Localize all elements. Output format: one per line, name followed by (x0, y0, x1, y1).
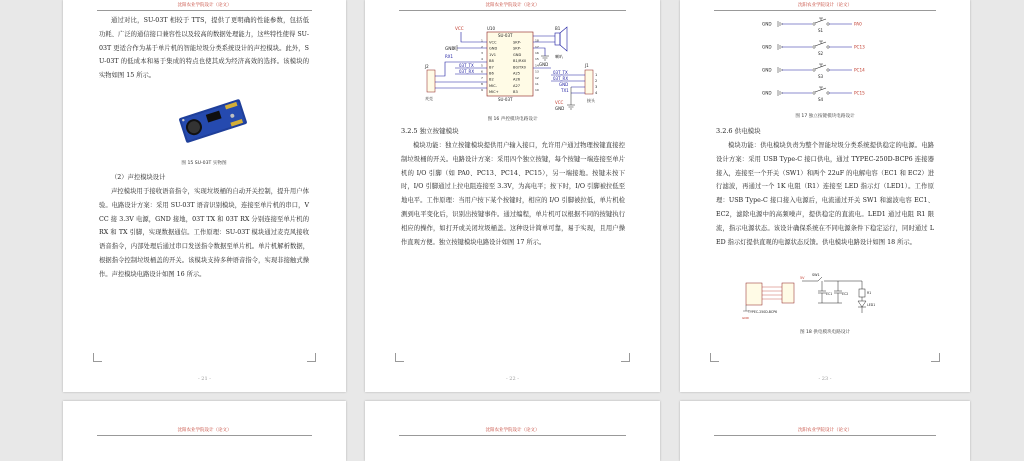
chip-footer-label: SU-03T (498, 97, 513, 102)
corner-mark-bl (710, 353, 719, 362)
switch-contact (813, 46, 815, 48)
chip-right-pin-label: A25 (513, 71, 521, 76)
section-heading-3-2-5: 3.2.5 独立按键模块 (401, 127, 459, 135)
paragraph-voice-module: 声控模块用于接收语音指令，实现垃圾桶的自动开关控制，提升用户体验。电路设计方案：采用 SU-03T 语音识别模块，连接至单片机的串口，VCC 接 3.3V 电源，GND 接地，03T TX 和 03T RX 分别连接至单片机的 RX 和 TX 引脚，实现数据通信。工作原理：SU-03T 模块通过麦克风接收语音指令，内部处理后通过串口发送指令数据至单片机。单片机解析数据，根据指令控制垃圾桶盖的开关。该模块支持多种语音指令，实现非接触式操作。声控模块电路设计如图 16 所示。 (99, 188, 309, 278)
chip-right-pin-number: 18 (535, 38, 539, 43)
corner-mark-bl (93, 353, 102, 362)
document-page-23 (680, 0, 970, 392)
chip-left-pin-label: MIC- (489, 83, 497, 88)
ec1-label: EC1 (826, 292, 833, 296)
net-03t-tx-right: 03T_TX (553, 70, 568, 75)
chip-right-pin-label: B3 (513, 90, 518, 95)
chip-right-pin-number: 17 (535, 44, 539, 49)
chip-left-pin-number: 5 (481, 63, 483, 68)
chip-right-pin-label: A27 (513, 83, 521, 88)
figure-16-caption: 图 16 声控模块电路设计 (487, 117, 538, 122)
sw1-label: SW1 (812, 273, 820, 277)
chip-left-pin-number: 1 (481, 38, 483, 43)
gnd-label-power: GND (742, 316, 749, 320)
vcc-bottom-label: VCC (555, 100, 564, 105)
switch-contact (827, 23, 829, 25)
chip-right-pin-label: B0/TX0 (513, 65, 526, 70)
gnd-right-label: GND (539, 62, 549, 67)
vcc-net-label: VCC (455, 26, 464, 31)
power-module-schematic (742, 273, 902, 321)
chip-right-pin-label: A26 (513, 77, 521, 82)
chip-left-pin-number: 8 (481, 82, 483, 86)
chip-left-pin-number: 6 (481, 69, 483, 74)
r1-label: R1 (867, 291, 872, 295)
ground-symbol-icon (778, 44, 782, 50)
corner-mark-br (621, 353, 630, 362)
voice-module-schematic (405, 20, 620, 112)
button-net-label: PC15 (854, 90, 865, 96)
button-gnd-label: GND (762, 67, 772, 73)
page-number: - 21 - (198, 376, 211, 382)
paragraph-intro: 通过对比，SU-03T 相较于 TTS，提供了更明确的性能参数，包括低功耗、广泛的通信接口兼容性以及较高的数据处理能力，这些特性使得 SU-03T 更适合作为基于单片机的智能垃圾分类系统设计的声控模块。此外，SU-03T 的低成本和易于集成的特点也使其成为经济高效的选择。该模块的实物如图 15 所示。 (99, 17, 309, 80)
header-ref: J1 (585, 63, 589, 68)
header-divider (714, 435, 936, 436)
mic-connector-name: 麦克 (425, 96, 433, 101)
chip-model-label: SU-03T (498, 33, 513, 38)
chip-left-pin-number: 9 (481, 88, 483, 93)
chip-ref-label: U10 (487, 26, 496, 31)
corner-mark-br (307, 353, 316, 362)
document-page-22 (365, 0, 660, 392)
subsection-heading: （2）声控模块设计 (111, 174, 166, 181)
chip-right-pin-number: 11 (535, 82, 539, 86)
chip-left-pin-number: 2 (481, 44, 483, 49)
led1-label: LED1 (867, 303, 876, 307)
switch-ref-label: S3 (818, 74, 824, 79)
chip-left-pin-label: B6 (489, 71, 494, 76)
switch-lever (815, 42, 826, 46)
chip-right-pin-number: 14 (535, 63, 539, 68)
header-pin-number: 4 (595, 91, 598, 95)
switch-contact (813, 23, 815, 25)
ground-symbol-icon (778, 90, 782, 96)
chip-right-pin-number: 16 (535, 51, 539, 55)
header-name: 接头 (587, 98, 595, 103)
page-header: 沈阳农业学院设计（论文） (798, 3, 852, 8)
page-header: 沈阳农业学院设计（论文） (177, 428, 232, 433)
figure-17-caption: 图 17 独立按键模块电路设计 (795, 114, 855, 119)
net-rx1-left: RX1 (445, 54, 454, 59)
chip-left-pin-label: B2 (489, 77, 494, 82)
chip-left-pin-number: 3 (481, 51, 483, 55)
header-divider (399, 10, 626, 11)
chip-right-pin-label: B1/RX0 (513, 59, 527, 64)
section-heading-3-2-6: 3.2.6 供电模块 (716, 127, 761, 135)
switch-ref-label: S4 (818, 97, 824, 102)
ec2-label: EC2 (842, 292, 849, 296)
page-number: - 23 - (818, 376, 832, 382)
switch-lever (815, 19, 826, 23)
chip-left-pin-number: 4 (481, 57, 483, 62)
corner-mark-bl (395, 353, 404, 362)
document-page-21 (63, 0, 346, 392)
switch-contact (827, 46, 829, 48)
switch-ref-label: S2 (818, 51, 824, 56)
chip-right-pin-number: 15 (535, 57, 539, 62)
header-pin-number: 3 (595, 85, 598, 89)
chip-right-pin-label: SKP- (513, 46, 522, 51)
header-divider (97, 435, 312, 436)
document-page-26 (680, 401, 970, 461)
paragraph-button-module: 模块功能：独立按键模块提供用户输入接口，允许用户通过物理按键直接控制垃圾桶的开关。电路设计方案：采用四个独立按键，每个按键一端连接至单片机的 I/O 引脚（如 PA0、PC13、PC14、PC15），另一端接地。按键未按下时，I/O 引脚通过上拉电阻连接至 3.3V，为高电平；按下时，I/O 引脚被拉低至地电平。工作原理：当用户按下某个按键时，相应的 I/O 引脚被拉低，单片机检测到电平变化后，识别出按键事件。通过编程，单片机可以根据不同的按键执行相应的操作，如打开或关闭垃圾桶盖。这种设计简单可靠，易于实现，且用户操作直观方便。独立按键模块电路设计如图 17 所示。 (401, 142, 625, 246)
header-pin-number: 2 (595, 79, 598, 83)
chip-right-pin-number: 12 (535, 75, 539, 80)
usb-connector-label: TYPEC-250D-BCP6 (748, 310, 778, 314)
switch-ref-label: S1 (818, 28, 824, 33)
page-header: 沈阳农业学院设计（论文） (485, 428, 540, 433)
button-net-label: PC14 (854, 67, 865, 73)
switch-contact (827, 92, 829, 94)
corner-mark-br (931, 353, 940, 362)
button-module-schematic (762, 14, 892, 110)
chip-left-pin-label: MIC+ (489, 90, 499, 95)
chip-left-pin-label: 1V1 (489, 52, 497, 57)
net-tx1-right: TX1 (561, 88, 569, 93)
figure-18-caption: 图 18 供电模块电路设计 (799, 330, 851, 335)
net-gnd-right2: GND (559, 82, 569, 87)
net-03t-tx: 03T_TX (459, 63, 474, 68)
switch-contact (813, 92, 815, 94)
header-pin-number: 1 (595, 73, 598, 77)
page-header: 沈阳农业学院设计（论文） (485, 3, 540, 8)
document-page-24 (63, 401, 346, 461)
paragraph-power-module: 模块功能：供电模块负责为整个智能垃圾分类系统提供稳定的电源。电路设计方案：采用 USB Type-C 接口供电，通过 TYPEC-250D-BCP6 连接器接入，连接至一个开关（SW1）和两个 22uF 的电解电容（EC1 和 EC2）进行滤波，再通过一个 1K 电阻（R1）连接至 LED 指示灯（LED1）。工作原理：USB Type-C 接口接入电源后，电流通过开关 SW1 和滤波电容 EC1、EC2，滤除电源中的高频噪声，提供稳定的直流电。LED1 通过电阻 R1 限流，指示电源状态。该设计确保系统在不同电源条件下稳定运行，同时通过 LED 指示灯提供直观的电源状态反馈。供电模块电路设计如图 18 所示。 (716, 142, 934, 246)
page-header: 沈阳农业学院设计（论文） (798, 428, 852, 433)
mic-connector-ref: J2 (425, 64, 429, 69)
net-03t-rx-right: 03T_RX (553, 76, 569, 81)
chip-left-pin-label: B7 (489, 65, 494, 70)
chip-left-pin-label: VCC (489, 40, 497, 45)
button-gnd-label: GND (762, 90, 772, 96)
chip-right-pin-number: 10 (535, 88, 539, 93)
chip-right-pin-label: GND (513, 52, 522, 57)
button-gnd-label: GND (762, 21, 772, 27)
header-divider (714, 10, 936, 11)
button-gnd-label: GND (762, 44, 772, 50)
switch-lever (815, 88, 826, 92)
page-number: - 22 - (506, 376, 519, 382)
gnd-left-label: GND (445, 46, 455, 51)
ground-symbol-icon (778, 21, 782, 27)
chip-right-pin-label: SKP- (513, 40, 522, 45)
chip-left-pin-label: GND (489, 46, 498, 51)
su03t-module-photo (173, 96, 253, 146)
gnd-bottom-label: GND (555, 106, 565, 111)
header-divider (399, 435, 626, 436)
chip-left-pin-number: 7 (481, 75, 483, 80)
net-03t-rx: 03T_RX (459, 69, 475, 74)
ground-symbol-icon (778, 67, 782, 73)
v5-label: 5V (800, 276, 805, 280)
speaker-ref: B1 (555, 26, 561, 31)
chip-left-pin-label: B8 (489, 59, 494, 64)
document-page-25 (365, 401, 660, 461)
figure-15-caption: 图 15 SU-03T 实物图 (181, 161, 227, 166)
button-net-label: PC13 (854, 44, 865, 50)
switch-lever (815, 65, 826, 69)
switch-contact (827, 69, 829, 71)
button-net-label: PA0 (854, 21, 862, 27)
chip-right-pin-number: 13 (535, 69, 539, 74)
page-header: 沈阳农业学院设计（论文） (177, 3, 232, 8)
speaker-name: 喇叭 (555, 54, 563, 59)
switch-contact (813, 69, 815, 71)
header-divider (97, 10, 312, 11)
